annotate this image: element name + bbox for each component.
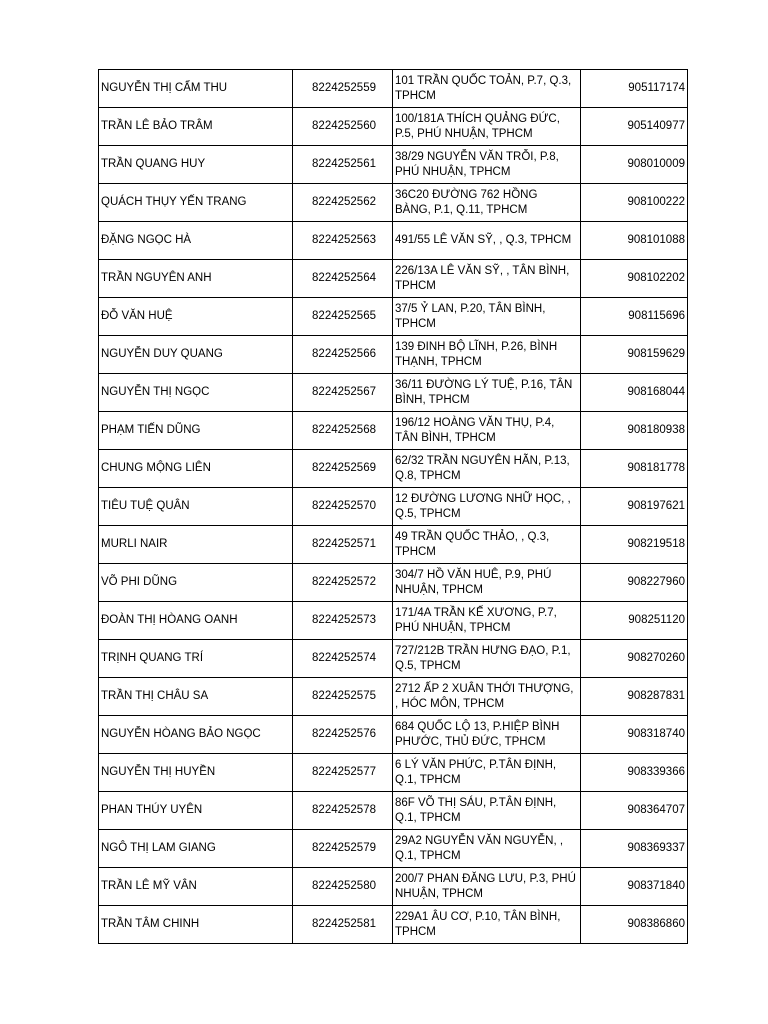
code-cell: 8224252571 <box>293 526 393 564</box>
phone-cell: 905140977 <box>581 108 688 146</box>
name-cell: VÕ PHI DŨNG <box>99 564 293 602</box>
code-cell: 8224252570 <box>293 488 393 526</box>
name-cell: TRẦN TÂM CHINH <box>99 906 293 944</box>
table-row <box>99 488 688 526</box>
address-cell: 62/32 TRẦN NGUYÊN HÃN, P.13, Q.8, TPHCM <box>393 450 581 488</box>
phone-cell: 908251120 <box>581 602 688 640</box>
name-cell: TRẦN LÊ MỸ VÂN <box>99 868 293 906</box>
name-cell: MURLI NAIR <box>99 526 293 564</box>
phone-cell: 908318740 <box>581 716 688 754</box>
code-cell: 8224252572 <box>293 564 393 602</box>
address-cell: 491/55 LÊ VĂN SỸ, , Q.3, TPHCM <box>393 222 581 260</box>
table-row <box>99 412 688 450</box>
name-cell: NGUYỄN HÒANG BẢO NGỌC <box>99 716 293 754</box>
code-cell: 8224252563 <box>293 222 393 260</box>
code-cell: 8224252575 <box>293 678 393 716</box>
name-cell: TRẦN LÊ BẢO TRÂM <box>99 108 293 146</box>
phone-cell: 908386860 <box>581 906 688 944</box>
phone-cell: 908102202 <box>581 260 688 298</box>
address-cell: 171/4A TRẦN KẾ XƯƠNG, P.7, PHÚ NHUẬN, TPHCM <box>393 602 581 640</box>
name-cell: QUÁCH THỤY YẾN TRANG <box>99 184 293 222</box>
address-cell: 38/29 NGUYỄN VĂN TRỖI, P.8, PHÚ NHUẬN, TPHCM <box>393 146 581 184</box>
name-cell: ĐỖ VĂN HUỆ <box>99 298 293 336</box>
code-cell: 8224252576 <box>293 716 393 754</box>
table-row <box>99 678 688 716</box>
table-row <box>99 754 688 792</box>
address-cell: 229A1 ÂU CƠ, P.10, TÂN BÌNH, TPHCM <box>393 906 581 944</box>
name-cell: NGUYỄN DUY QUANG <box>99 336 293 374</box>
name-cell: TRỊNH QUANG TRÍ <box>99 640 293 678</box>
customer-table <box>98 69 688 944</box>
code-cell: 8224252569 <box>293 450 393 488</box>
code-cell: 8224252567 <box>293 374 393 412</box>
table-row <box>99 640 688 678</box>
phone-cell: 905117174 <box>581 70 688 108</box>
address-cell: 12 ĐƯỜNG LƯƠNG NHỮ HỌC, , Q.5, TPHCM <box>393 488 581 526</box>
phone-cell: 908101088 <box>581 222 688 260</box>
phone-cell: 908115696 <box>581 298 688 336</box>
address-cell: 36C20 ĐƯỜNG 762 HỒNG BÀNG, P.1, Q.11, TPHCM <box>393 184 581 222</box>
address-cell: 100/181A THÍCH QUẢNG ĐỨC, P.5, PHÚ NHUẬN, TPHCM <box>393 108 581 146</box>
phone-cell: 908364707 <box>581 792 688 830</box>
table-row <box>99 184 688 222</box>
table-row <box>99 792 688 830</box>
table-row <box>99 830 688 868</box>
table-row <box>99 222 688 260</box>
table-row <box>99 564 688 602</box>
name-cell: CHUNG MỘNG LIÊN <box>99 450 293 488</box>
table-row <box>99 260 688 298</box>
address-cell: 196/12 HOÀNG VĂN THỤ, P.4, TÂN BÌNH, TPHCM <box>393 412 581 450</box>
name-cell: ĐẶNG NGỌC HÀ <box>99 222 293 260</box>
table-row <box>99 602 688 640</box>
phone-cell: 908010009 <box>581 146 688 184</box>
table-row <box>99 716 688 754</box>
table-row <box>99 298 688 336</box>
table-row <box>99 450 688 488</box>
address-cell: 2712 ẤP 2 XUÂN THỚI THƯỢNG, , HÓC MÔN, TPHCM <box>393 678 581 716</box>
code-cell: 8224252577 <box>293 754 393 792</box>
phone-cell: 908219518 <box>581 526 688 564</box>
phone-cell: 908159629 <box>581 336 688 374</box>
phone-cell: 908181778 <box>581 450 688 488</box>
address-cell: 101 TRẦN QUỐC TOẢN, P.7, Q.3, TPHCM <box>393 70 581 108</box>
name-cell: NGUYỄN THỊ NGỌC <box>99 374 293 412</box>
table-row <box>99 374 688 412</box>
code-cell: 8224252560 <box>293 108 393 146</box>
table-row <box>99 868 688 906</box>
code-cell: 8224252573 <box>293 602 393 640</box>
code-cell: 8224252581 <box>293 906 393 944</box>
phone-cell: 908287831 <box>581 678 688 716</box>
address-cell: 86F VÕ THỊ SÁU, P.TÂN ĐỊNH, Q.1, TPHCM <box>393 792 581 830</box>
name-cell: NGÔ THỊ LAM GIANG <box>99 830 293 868</box>
address-cell: 304/7 HỒ VĂN HUÊ, P.9, PHÚ NHUẬN, TPHCM <box>393 564 581 602</box>
name-cell: TRẦN NGUYÊN ANH <box>99 260 293 298</box>
code-cell: 8224252564 <box>293 260 393 298</box>
phone-cell: 908371840 <box>581 868 688 906</box>
table-body <box>99 70 688 944</box>
table-row <box>99 906 688 944</box>
address-cell: 684 QUỐC LỘ 13, P.HIỆP BÌNH PHƯỚC, THỦ ĐỨC, TPHCM <box>393 716 581 754</box>
address-cell: 727/212B TRẦN HƯNG ĐẠO, P.1, Q.5, TPHCM <box>393 640 581 678</box>
code-cell: 8224252561 <box>293 146 393 184</box>
table-row <box>99 70 688 108</box>
table-row <box>99 146 688 184</box>
name-cell: PHẠM TIẾN DŨNG <box>99 412 293 450</box>
name-cell: TIÊU TUỆ QUÂN <box>99 488 293 526</box>
address-cell: 29A2 NGUYỄN VĂN NGUYỄN, , Q.1, TPHCM <box>393 830 581 868</box>
name-cell: TRẦN THỊ CHÂU SA <box>99 678 293 716</box>
address-cell: 49 TRẦN QUỐC THẢO, , Q.3, TPHCM <box>393 526 581 564</box>
code-cell: 8224252566 <box>293 336 393 374</box>
code-cell: 8224252562 <box>293 184 393 222</box>
address-cell: 139 ĐINH BỘ LĨNH, P.26, BÌNH THẠNH, TPHCM <box>393 336 581 374</box>
phone-cell: 908369337 <box>581 830 688 868</box>
code-cell: 8224252574 <box>293 640 393 678</box>
address-cell: 36/11 ĐƯỜNG LÝ TUỆ, P.16, TÂN BÌNH, TPHCM <box>393 374 581 412</box>
table-row <box>99 108 688 146</box>
address-cell: 200/7 PHAN ĐĂNG LƯU, P.3, PHÚ NHUẬN, TPHCM <box>393 868 581 906</box>
name-cell: NGUYỄN THỊ CẨM THU <box>99 70 293 108</box>
code-cell: 8224252559 <box>293 70 393 108</box>
code-cell: 8224252568 <box>293 412 393 450</box>
name-cell: PHAN THÚY UYÊN <box>99 792 293 830</box>
code-cell: 8224252580 <box>293 868 393 906</box>
phone-cell: 908270260 <box>581 640 688 678</box>
code-cell: 8224252578 <box>293 792 393 830</box>
phone-cell: 908100222 <box>581 184 688 222</box>
address-cell: 37/5 Ỷ LAN, P.20, TÂN BÌNH, TPHCM <box>393 298 581 336</box>
address-cell: 226/13A LÊ VĂN SỸ, , TÂN BÌNH, TPHCM <box>393 260 581 298</box>
phone-cell: 908180938 <box>581 412 688 450</box>
table-row <box>99 526 688 564</box>
table-row <box>99 336 688 374</box>
phone-cell: 908227960 <box>581 564 688 602</box>
name-cell: NGUYỄN THỊ HUYỀN <box>99 754 293 792</box>
code-cell: 8224252565 <box>293 298 393 336</box>
address-cell: 6 LÝ VĂN PHỨC, P.TÂN ĐỊNH, Q.1, TPHCM <box>393 754 581 792</box>
code-cell: 8224252579 <box>293 830 393 868</box>
name-cell: TRẦN QUANG HUY <box>99 146 293 184</box>
phone-cell: 908168044 <box>581 374 688 412</box>
name-cell: ĐOÀN THỊ HÒANG OANH <box>99 602 293 640</box>
phone-cell: 908339366 <box>581 754 688 792</box>
phone-cell: 908197621 <box>581 488 688 526</box>
